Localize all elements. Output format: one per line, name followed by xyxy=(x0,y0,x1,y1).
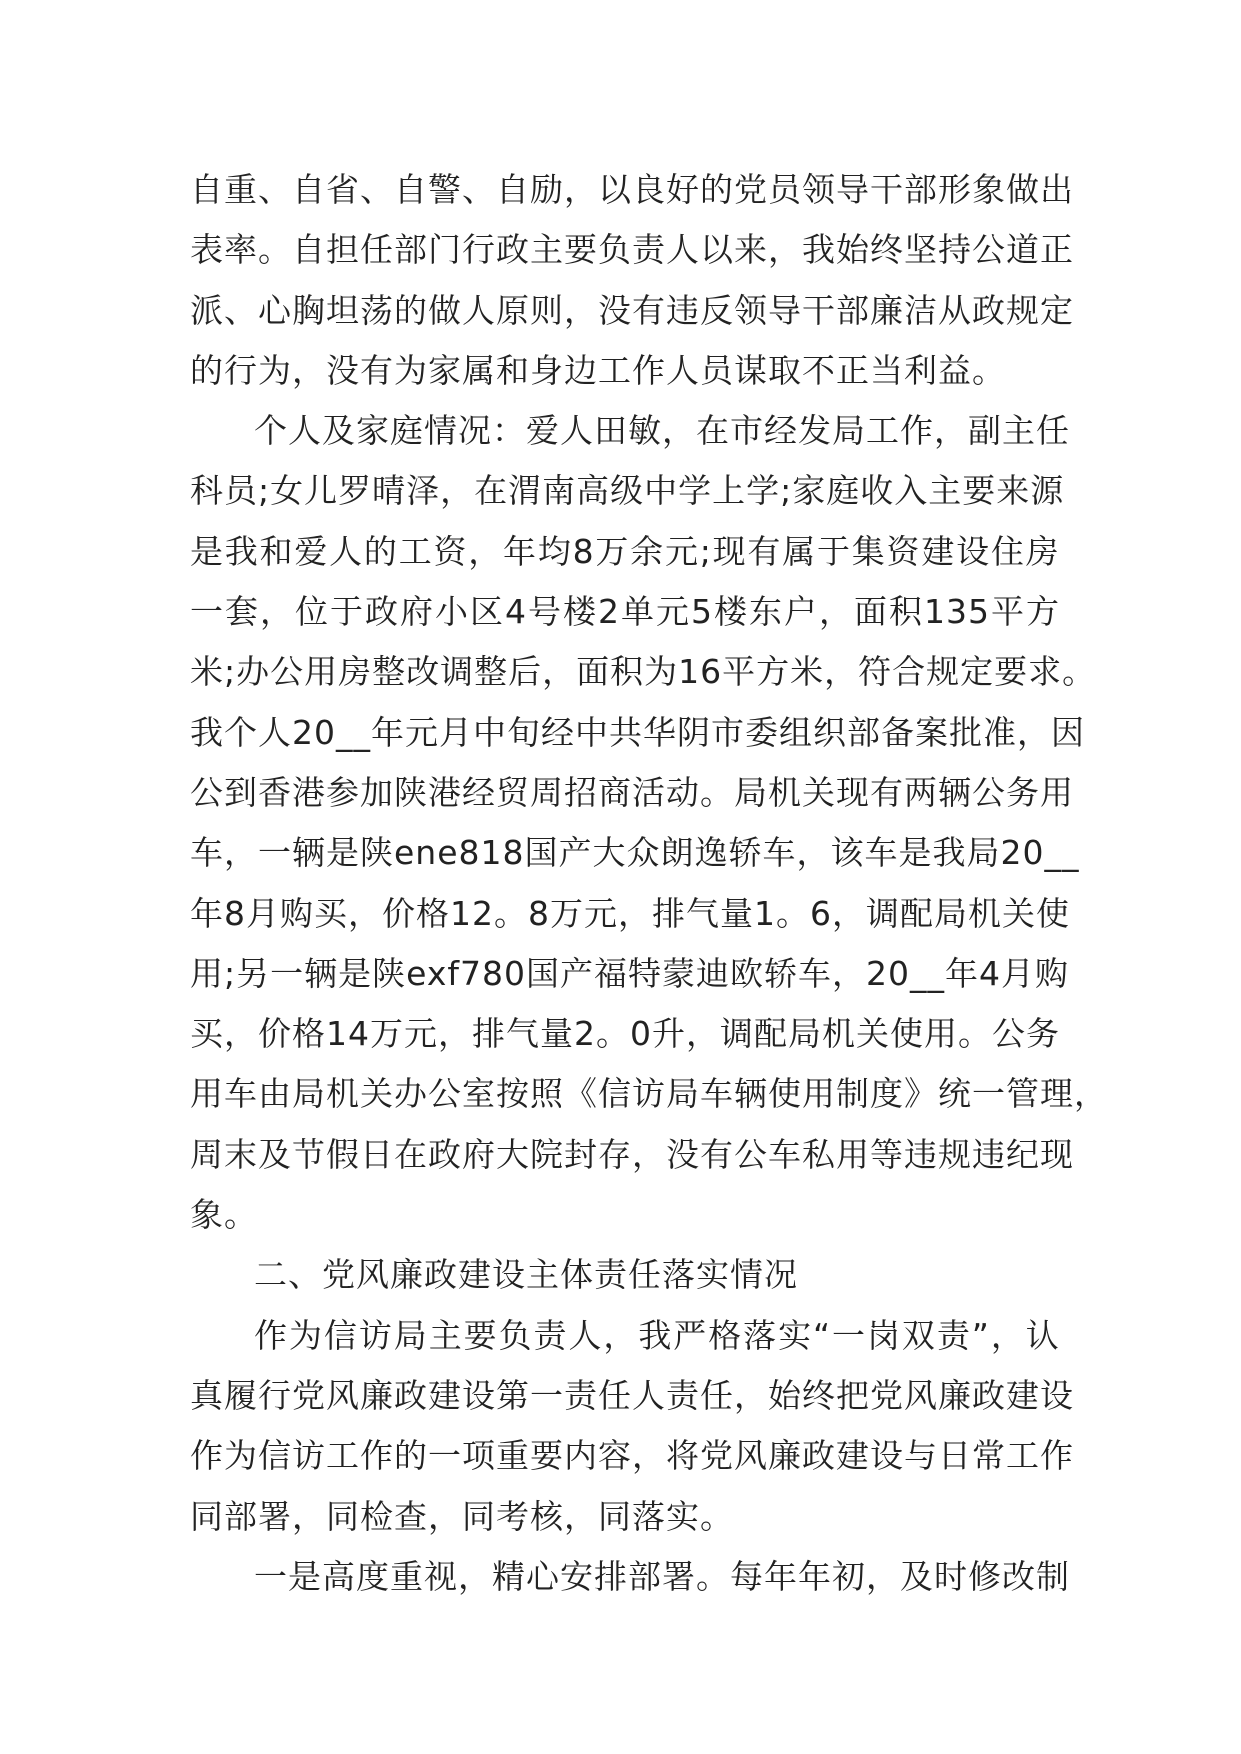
text-line: 用 车 由 局 机 关 办 公 室 按 照 《 信 访 局 车 辆 使 用 制 度 》 统 一 管 理 ， xyxy=(190,1074,1108,1114)
text-line: 派 、 心 胸 坦 荡 的 做 人 原 则 ， 没 有 违 反 领 导 干 部 廉 洁 从 政 规 定 xyxy=(190,290,1074,330)
document-body xyxy=(190,160,1108,1607)
text-line: 作 为 信 访 工 作 的 一 项 重 要 内 容 ， 将 党 风 廉 政 建 设 与 日 常 工 作 xyxy=(190,1436,1074,1476)
text-line: 用 ; 另 一 辆 是 陕 exf780 国 产 福 特 蒙 迪 欧 轿 车 ， 20__ 年 4 月 购 xyxy=(190,953,1069,993)
text-line: 作 为 信 访 局 主 要 负 责 人 ， 我 严 格 落 实 “ 一 岗 双 责 ” ， 认 xyxy=(254,1315,1060,1355)
text-line: 我 个 人 20__ 年 元 月 中 旬 经 中 共 华 阴 市 委 组 织 部 备 案 批 准 ， 因 xyxy=(190,712,1085,752)
text-line-content: 二、党风廉政建设主体责任落实情况 xyxy=(254,1255,798,1295)
text-line-content: 同部署，同检查，同考核，同落实。 xyxy=(190,1496,734,1536)
text-line: 个 人 及 家 庭 情 况 ： 爱 人 田 敏 ， 在 市 经 发 局 工 作 ， 副 主 任 xyxy=(254,411,1070,451)
text-line: 自 重 、 自 省 、 自 警 、 自 励 ， 以 良 好 的 党 员 领 导 干 部 形 象 做 出 xyxy=(190,170,1074,209)
text-line: 科 员 ; 女 儿 罗 晴 泽 ， 在 渭 南 高 级 中 学 上 学 ; 家 庭 收 入 主 要 来 源 xyxy=(190,471,1065,511)
text-line: 米 ; 办 公 用 房 整 改 调 整 后 ， 面 积 为 16 平 方 米 ， 符 合 规 定 要 求 。 xyxy=(190,652,1097,692)
text-line xyxy=(190,341,1060,401)
text-line: 表 率 。 自 担 任 部 门 行 政 主 要 负 责 人 以 来 ， 我 始 终 坚 持 公 道 正 xyxy=(190,230,1074,270)
text-line xyxy=(190,1245,1060,1305)
text-line: 车 ， 一 辆 是 陕 ene818 国 产 大 众 朗 逸 轿 车 ， 该 车 是 我 局 20__ xyxy=(190,833,1080,873)
text-line xyxy=(190,1185,1060,1245)
text-line: 买 ， 价 格 14 万 元 ， 排 气 量 2 。 0 升 ， 调 配 局 机 关 使 用 。 公 务 xyxy=(190,1014,1060,1054)
text-line xyxy=(190,1487,1060,1547)
text-line: 真 履 行 党 风 廉 政 建 设 第 一 责 任 人 责 任 ， 始 终 把 党 风 廉 政 建 设 xyxy=(190,1375,1074,1415)
text-line-content: 象。 xyxy=(190,1195,258,1235)
text-line-content: 的行为，没有为家属和身边工作人员谋取不正当利益。 xyxy=(190,350,1006,390)
text-line: 一 套 ， 位 于 政 府 小 区 4 号 楼 2 单 元 5 楼 东 户 ， 面 积 135 平 方 xyxy=(190,592,1060,632)
text-line: 一 是 高 度 重 视 ， 精 心 安 排 部 署 。 每 年 年 初 ， 及 时 修 改 制 xyxy=(254,1556,1070,1596)
text-line: 年 8 月 购 买 ， 价 格 12 。 8 万 元 ， 排 气 量 1 。 6 ， 调 配 局 机 关 使 xyxy=(190,893,1070,933)
text-line: 周 末 及 节 假 日 在 政 府 大 院 封 存 ， 没 有 公 车 私 用 等 违 规 违 纪 现 xyxy=(190,1134,1074,1174)
text-line: 公 到 香 港 参 加 陕 港 经 贸 周 招 商 活 动 。 局 机 关 现 有 两 辆 公 务 用 xyxy=(190,772,1074,812)
text-line: 是 我 和 爱 人 的 工 资 ， 年 均 8 万 余 元 ; 现 有 属 于 集 资 建 设 住 房 xyxy=(190,531,1060,571)
